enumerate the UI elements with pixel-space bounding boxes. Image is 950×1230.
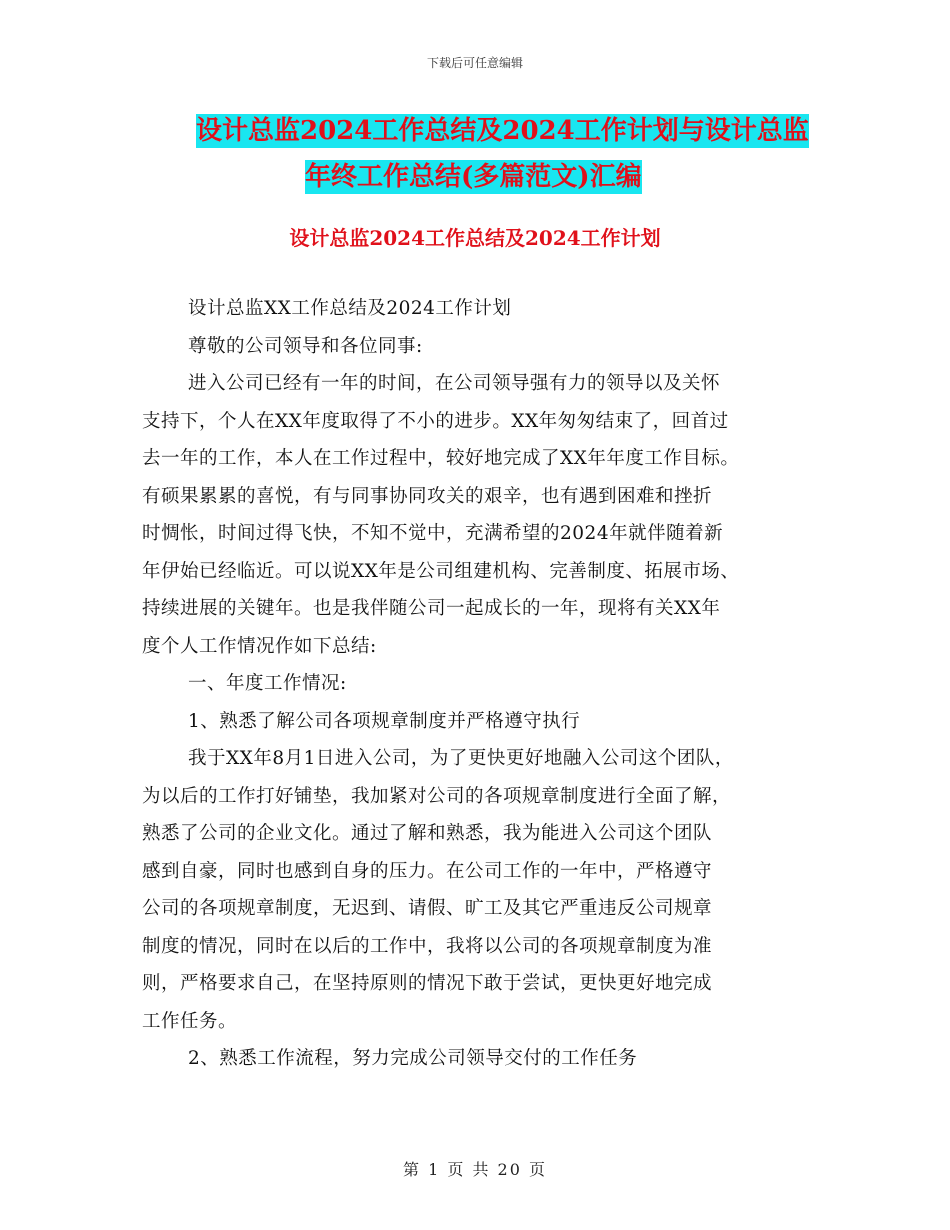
body-line: 感到自豪，同时也感到自身的压力。在公司工作的一年中，严格遵守 bbox=[142, 860, 713, 882]
body-line: 时惆怅，时间过得飞快，不知不觉中，充满希望的2024年就伴随着新 bbox=[142, 523, 724, 544]
body-line: 制度的情况，同时在以后的工作中，我将以公司的各项规章制度为准 bbox=[142, 935, 713, 957]
body-line: 支持下，个人在XX年度取得了不小的进步。XX年匆匆结束了，回首过 bbox=[142, 410, 729, 432]
header-note: 下载后可任意编辑 bbox=[426, 56, 523, 70]
page-footer: 第 1 页 共 20 页 bbox=[403, 1160, 547, 1179]
document-title-line-2 bbox=[140, 154, 840, 200]
body-line: 年伊始已经临近。可以说XX年是公司组建机构、完善制度、拓展市场、 bbox=[142, 560, 740, 582]
body-line: 度个人工作情况作如下总结: bbox=[142, 635, 377, 657]
body-line: 熟悉了公司的企业文化。通过了解和熟悉，我为能进入公司这个团队 bbox=[142, 823, 713, 844]
document-body bbox=[142, 290, 807, 1078]
body-line: 持续进展的关键年。也是我伴随公司一起成长的一年，现将有关XX年 bbox=[142, 598, 721, 619]
paragraph-greeting: 尊敬的公司领导和各位同事: bbox=[188, 335, 423, 357]
body-line: 则，严格要求自己，在坚持原则的情况下敢于尝试，更快更好地完成 bbox=[142, 973, 713, 994]
document-title bbox=[140, 108, 840, 200]
title-highlight-1: 设计总监2024工作总结及2024工作计划与设计总监 bbox=[196, 116, 809, 146]
subsection-heading: 1、熟悉了解公司各项规章制度并严格遵守执行 bbox=[188, 710, 581, 732]
section-heading: 一、年度工作情况: bbox=[188, 673, 347, 694]
body-line: 去一年的工作，本人在工作过程中，较好地完成了XX年年度工作目标。 bbox=[142, 448, 740, 469]
title-highlight-2: 年终工作总结(多篇范文)汇编 bbox=[305, 162, 642, 192]
document-title-line-1 bbox=[140, 108, 840, 154]
paragraph-subtitle: 设计总监XX工作总结及2024工作计划 bbox=[188, 298, 512, 319]
body-line: 有硕果累累的喜悦，有与同事协同攻关的艰辛，也有遇到困难和挫折 bbox=[142, 485, 713, 507]
body-line: 公司的各项规章制度，无迟到、请假、旷工及其它严重违反公司规章 bbox=[142, 898, 713, 919]
body-line: 为以后的工作打好铺垫，我加紧对公司的各项规章制度进行全面了解， bbox=[142, 785, 732, 807]
section-title: 设计总监2024工作总结及2024工作计划 bbox=[289, 226, 661, 250]
body-line: 进入公司已经有一年的时间，在公司领导强有力的领导以及关怀 bbox=[188, 373, 721, 394]
body-line: 我于XX年8月1日进入公司，为了更快更好地融入公司这个团队， bbox=[188, 748, 734, 769]
subsection-heading: 2、熟悉工作流程，努力完成公司领导交付的工作任务 bbox=[188, 1048, 638, 1069]
body-line: 工作任务。 bbox=[142, 1010, 238, 1032]
